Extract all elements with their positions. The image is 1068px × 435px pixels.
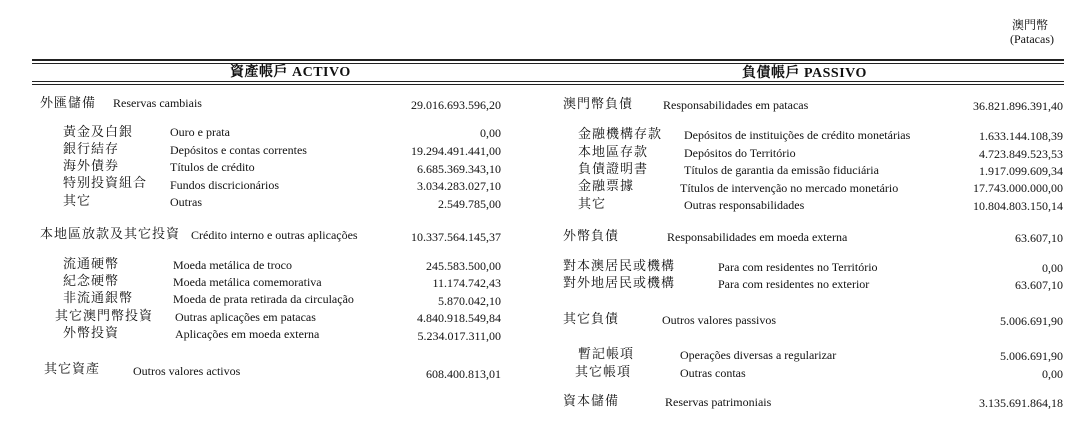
externa-value: 63.607,10 xyxy=(1015,231,1063,245)
patacas-zh: 澳門幣負債 xyxy=(563,96,634,111)
list-item-zh: 海外債券 xyxy=(63,158,120,173)
list-item-value: 10.804.803.150,14 xyxy=(973,199,1063,213)
header-bottom-rule-2 xyxy=(32,84,1064,85)
outros-passivos-zh: 其它負債 xyxy=(563,311,620,326)
list-item-value: 2.549.785,00 xyxy=(438,197,501,211)
list-item-pt: Para com residentes no exterior xyxy=(718,277,870,291)
list-item-value: 17.743.000.000,00 xyxy=(973,181,1063,195)
reservas-zh: 外匯儲備 xyxy=(40,95,97,110)
list-item-pt: Depósitos de instituições de crédito monetárias xyxy=(684,128,911,142)
list-item-pt: Moeda metálica comemorativa xyxy=(173,275,322,289)
list-item-pt: Títulos de crédito xyxy=(170,160,255,174)
outros-activos-pt: Outros valores activos xyxy=(133,364,241,378)
list-item-zh: 非流通銀幣 xyxy=(63,290,134,305)
list-item-zh: 紀念硬幣 xyxy=(63,273,120,288)
header-top-rule-thin xyxy=(32,63,1064,64)
outros-activos-zh: 其它資產 xyxy=(44,361,101,376)
list-item-zh: 其它 xyxy=(63,193,92,208)
list-item-pt: Aplicações em moeda externa xyxy=(175,327,320,341)
outros-activos-value: 608.400.813,01 xyxy=(426,367,501,381)
list-item-pt: Outras aplicações em patacas xyxy=(175,310,316,324)
activo-header: 資產帳戶 ACTIVO xyxy=(230,65,351,80)
reservas-patrimoniais-zh: 資本儲備 xyxy=(563,393,620,408)
list-item-zh: 金融機構存款 xyxy=(578,126,663,141)
list-item-value: 4.723.849.523,53 xyxy=(979,147,1063,161)
header-bottom-rule xyxy=(32,81,1064,82)
outros-passivos-pt: Outros valores passivos xyxy=(662,313,776,327)
externa-pt: Responsabilidades em moeda externa xyxy=(667,230,848,244)
reservas-patrimoniais-value: 3.135.691.864,18 xyxy=(979,396,1063,410)
list-item-pt: Moeda metálica de troco xyxy=(173,258,292,272)
list-item-zh: 其它帳項 xyxy=(575,364,632,379)
list-item-value: 19.294.491.441,00 xyxy=(411,144,501,158)
credito-pt: Crédito interno e outras aplicações xyxy=(191,228,358,242)
list-item-zh: 黃金及白銀 xyxy=(63,124,134,139)
reservas-value: 29.016.693.596,20 xyxy=(411,98,501,112)
list-item-value: 11.174.742,43 xyxy=(432,276,501,290)
list-item-value: 0,00 xyxy=(480,126,501,140)
list-item-value: 63.607,10 xyxy=(1015,278,1063,292)
patacas-value: 36.821.896.391,40 xyxy=(973,99,1063,113)
list-item-zh: 暫記帳項 xyxy=(578,346,635,361)
list-item-zh: 銀行結存 xyxy=(63,141,120,156)
list-item-pt: Depósitos e contas correntes xyxy=(170,143,307,157)
currency-label-pt: (Patacas) xyxy=(1010,32,1054,46)
list-item-value: 3.034.283.027,10 xyxy=(417,179,501,193)
list-item-value: 245.583.500,00 xyxy=(426,259,501,273)
list-item-pt: Moeda de prata retirada da circulação xyxy=(173,292,354,306)
list-item-zh: 特别投資組合 xyxy=(63,175,148,190)
currency-label-zh: 澳門幣 xyxy=(1011,18,1048,32)
reservas-pt: Reservas cambiais xyxy=(113,96,202,110)
list-item-pt: Outras responsabilidades xyxy=(684,198,805,212)
list-item-value: 1.917.099.609,34 xyxy=(979,164,1063,178)
list-item-zh: 其它 xyxy=(578,196,607,211)
patacas-pt: Responsabilidades em patacas xyxy=(663,98,809,112)
list-item-pt: Outras xyxy=(170,195,202,209)
list-item-zh: 對外地居民或機構 xyxy=(563,275,676,290)
list-item-zh: 本地區存款 xyxy=(578,144,649,159)
credito-value: 10.337.564.145,37 xyxy=(411,230,501,244)
reservas-patrimoniais-pt: Reservas patrimoniais xyxy=(665,395,772,409)
list-item-pt: Depósitos do Território xyxy=(684,146,796,160)
list-item-zh: 外幣投資 xyxy=(63,325,120,340)
list-item-value: 0,00 xyxy=(1042,261,1063,275)
outros-passivos-value: 5.006.691,90 xyxy=(1000,314,1063,328)
list-item-pt: Ouro e prata xyxy=(170,125,230,139)
list-item-pt: Outras contas xyxy=(680,366,746,380)
list-item-value: 5.870.042,10 xyxy=(438,294,501,308)
list-item-pt: Para com residentes no Território xyxy=(718,260,878,274)
list-item-value: 5.234.017.311,00 xyxy=(417,329,501,343)
externa-zh: 外幣負債 xyxy=(563,228,620,243)
list-item-pt: Operações diversas a regularizar xyxy=(680,348,837,362)
credito-zh: 本地區放款及其它投資 xyxy=(40,226,181,241)
list-item-zh: 金融票據 xyxy=(578,178,635,193)
list-item-pt: Títulos de intervenção no mercado monetário xyxy=(680,181,899,195)
list-item-value: 5.006.691,90 xyxy=(1000,349,1063,363)
list-item-pt: Títulos de garantia da emissão fiduciária xyxy=(684,163,879,177)
list-item-value: 4.840.918.549,84 xyxy=(417,311,501,325)
list-item-value: 1.633.144.108,39 xyxy=(979,129,1063,143)
passivo-header: 負債帳戶 PASSIVO xyxy=(742,66,867,81)
list-item-value: 0,00 xyxy=(1042,367,1063,381)
list-item-value: 6.685.369.343,10 xyxy=(417,162,501,176)
list-item-pt: Fundos discricionários xyxy=(170,178,279,192)
list-item-zh: 流通硬幣 xyxy=(63,256,120,271)
list-item-zh: 負債證明書 xyxy=(578,161,649,176)
list-item-zh: 對本澳居民或機構 xyxy=(563,258,676,273)
list-item-zh: 其它澳門幣投資 xyxy=(55,308,154,323)
header-top-rule xyxy=(32,59,1064,61)
